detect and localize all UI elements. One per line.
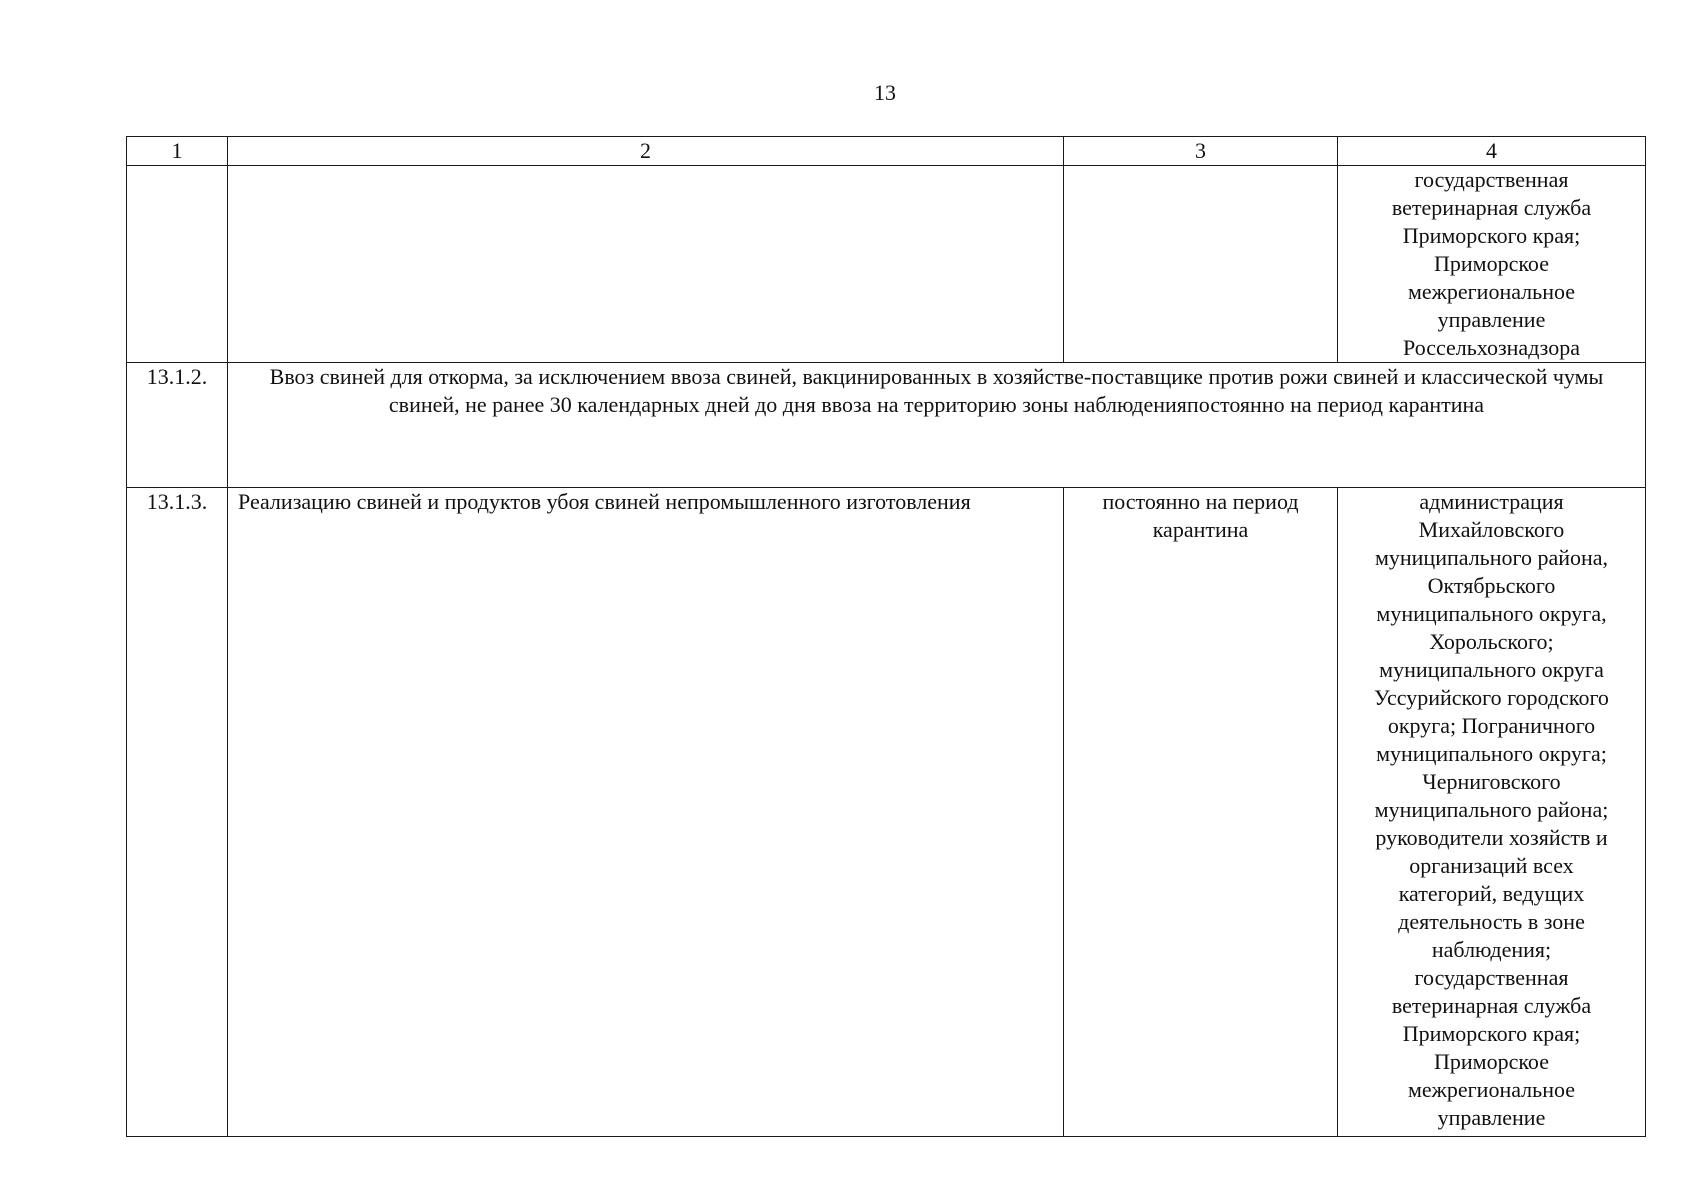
table-row: [127, 363, 1646, 488]
responsible-line: руководители хозяйств и: [1375, 825, 1608, 850]
measure-description-cell: [228, 166, 1064, 363]
column-header-4: 4: [1338, 137, 1646, 166]
table-row: [127, 166, 1646, 363]
responsible-line: государственная: [1414, 167, 1569, 192]
responsible-line: ветеринарная служба: [1391, 195, 1592, 220]
responsible-line: Приморское: [1434, 251, 1549, 276]
responsible-line: муниципального района;: [1374, 797, 1609, 822]
row-number-cell: 13.1.3.: [127, 488, 228, 1137]
responsible-line: Уссурийского городского: [1374, 685, 1609, 710]
responsible-line: управление: [1437, 307, 1546, 332]
term-cell: постоянно на период карантина: [1064, 488, 1338, 1137]
column-header-1: 1: [127, 137, 228, 166]
responsible-line: категорий, ведущих: [1398, 881, 1585, 906]
responsible-line: Хорольского;: [1429, 629, 1554, 654]
responsible-line: ветеринарная служба: [1391, 993, 1592, 1018]
responsible-line: администрация: [1419, 489, 1564, 514]
table-header-row: [127, 137, 1646, 166]
responsible-line: муниципального района,: [1374, 545, 1609, 570]
responsible-line: межрегиональное: [1408, 279, 1575, 304]
responsible-line: Михайловского: [1418, 517, 1565, 542]
term-cell: [1064, 166, 1338, 363]
merged-measure-cell: Ввоз свиней для откорма, за исключением ввоза свиней, вакцинированных в хозяйстве-поставщике против рожи свиней и классической чумы свиней, не ранее 30 календарных дней до дня ввоза на территорию зоны наблюденияпостоянно на период карантина: [228, 363, 1646, 488]
responsible-line: организаций всех: [1409, 853, 1574, 878]
responsible-line: Приморского края;: [1402, 223, 1581, 248]
page-number: 13: [874, 80, 896, 105]
table-row: [127, 488, 1646, 1137]
responsible-line: Черниговского: [1422, 769, 1561, 794]
responsible-line: наблюдения;: [1431, 937, 1552, 962]
responsible-line: муниципального округа;: [1376, 741, 1607, 766]
responsible-line: государственная: [1414, 965, 1569, 990]
row-number-cell: [127, 166, 228, 363]
row-number-cell: 13.1.2.: [127, 363, 228, 488]
responsible-cell: [1338, 488, 1646, 1137]
measure-description-cell: Реализацию свиней и продуктов убоя свиней непромышленного изготовления: [228, 488, 1064, 1137]
measures-table: [126, 136, 1646, 1137]
responsible-cell: [1338, 166, 1646, 363]
responsible-line: межрегиональное: [1408, 1077, 1575, 1102]
responsible-line: Россельхознадзора: [1403, 335, 1580, 360]
responsible-line: деятельность в зоне: [1398, 909, 1585, 934]
responsible-line: управление: [1437, 1105, 1546, 1130]
responsible-line: Приморского края;: [1402, 1021, 1581, 1046]
column-header-2: 2: [228, 137, 1064, 166]
column-header-3: 3: [1064, 137, 1338, 166]
responsible-line: округа; Пограничного: [1387, 713, 1596, 738]
responsible-line: Октябрьского: [1427, 573, 1556, 598]
responsible-line: муниципального округа: [1379, 657, 1604, 682]
responsible-line: Приморское: [1434, 1049, 1549, 1074]
responsible-line: муниципального округа,: [1376, 601, 1607, 626]
